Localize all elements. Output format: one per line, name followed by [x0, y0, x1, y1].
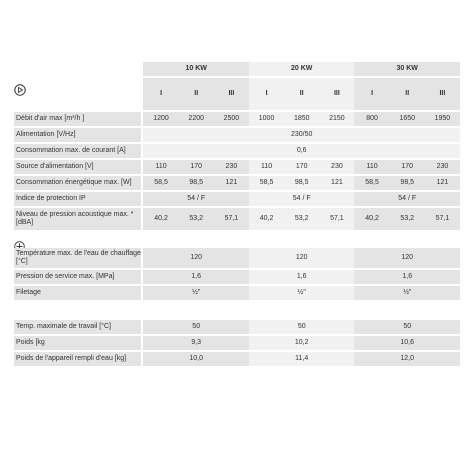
table-row [14, 270, 460, 284]
value-cell: 0,6 [143, 144, 460, 158]
row-label: Poids [kg [14, 336, 141, 350]
value-cell: 230 [214, 160, 249, 174]
value-cell: 1,6 [143, 270, 249, 284]
value-cell: 53,2 [284, 208, 319, 230]
row-label: Temp. maximale de travail [°C] [14, 320, 141, 334]
value-cell: 40,2 [249, 208, 284, 230]
value-cell: 53,2 [179, 208, 214, 230]
value-cell: 9,3 [143, 336, 249, 350]
speed-header: I [249, 78, 284, 110]
row-label: Indice de protection IP [14, 192, 141, 206]
value-cell: 1,6 [249, 270, 355, 284]
value-cell: 121 [214, 176, 249, 190]
value-cell: 170 [390, 160, 425, 174]
value-cell: 1650 [390, 112, 425, 126]
value-cell: 57,1 [214, 208, 249, 230]
value-cell: 40,2 [354, 208, 389, 230]
row-label: Niveau de pression acoustique max. *[dBA] [14, 208, 141, 230]
value-cell: 1850 [284, 112, 319, 126]
value-cell: 170 [179, 160, 214, 174]
value-cell: 110 [143, 160, 178, 174]
row-label: Poids de l'appareil rempli d'eau [kg] [14, 352, 141, 366]
value-cell: 12,0 [354, 352, 460, 366]
row-label: Filetage [14, 286, 141, 300]
value-cell: 50 [143, 320, 249, 334]
speed-header: I [354, 78, 389, 110]
value-cell: 98,5 [284, 176, 319, 190]
value-cell: 58,5 [354, 176, 389, 190]
row-label: Débit d'air max [m³/h ] [14, 112, 141, 126]
value-cell: 11,4 [249, 352, 355, 366]
value-cell: 1,6 [354, 270, 460, 284]
speed-header: III [214, 78, 249, 110]
group-header: 20 KW [249, 62, 355, 76]
value-cell: 1200 [143, 112, 178, 126]
table-row [14, 112, 460, 126]
value-cell: 1950 [425, 112, 460, 126]
row-label: Consommation max. de courant [A] [14, 144, 141, 158]
value-cell: 57,1 [425, 208, 460, 230]
value-cell: 98,5 [179, 176, 214, 190]
row-label: Température max. de l'eau de chauffage [°C] [14, 248, 141, 268]
value-cell: 121 [425, 176, 460, 190]
value-cell: 230 [319, 160, 354, 174]
value-cell: ½" [249, 286, 355, 300]
value-cell: 121 [319, 176, 354, 190]
table-row [14, 352, 460, 366]
table-row [14, 320, 460, 334]
speed-header: II [284, 78, 319, 110]
value-cell: ½" [143, 286, 249, 300]
value-cell: 120 [354, 248, 460, 268]
speed-header: II [179, 78, 214, 110]
value-cell: 230/50 [143, 128, 460, 142]
group-header: 10 KW [143, 62, 249, 76]
row-label: Source d'alimentation [V] [14, 160, 141, 174]
header-blank [14, 78, 141, 110]
value-cell: 58,5 [143, 176, 178, 190]
speed-header: II [390, 78, 425, 110]
value-cell: 10,0 [143, 352, 249, 366]
speed-header: III [319, 78, 354, 110]
value-cell: 53,2 [390, 208, 425, 230]
value-cell: 57,1 [319, 208, 354, 230]
value-cell: 2500 [214, 112, 249, 126]
table-row [14, 128, 460, 142]
table-row [14, 336, 460, 350]
speed-header: I [143, 78, 178, 110]
table-row [14, 78, 460, 110]
speed-header: III [425, 78, 460, 110]
value-cell: 54 / F [354, 192, 460, 206]
value-cell: 58,5 [249, 176, 284, 190]
value-cell: ½" [354, 286, 460, 300]
group-header: 30 KW [354, 62, 460, 76]
value-cell: 170 [284, 160, 319, 174]
value-cell: 1000 [249, 112, 284, 126]
table-row [14, 160, 460, 174]
table-row [14, 176, 460, 190]
value-cell: 54 / F [249, 192, 355, 206]
value-cell: 50 [249, 320, 355, 334]
table-row [14, 192, 460, 206]
section-spacer [14, 232, 460, 246]
value-cell: 98,5 [390, 176, 425, 190]
value-cell: 110 [354, 160, 389, 174]
value-cell: 40,2 [143, 208, 178, 230]
table-row [14, 62, 460, 76]
spec-table [14, 62, 460, 368]
table-row [14, 208, 460, 230]
value-cell: 54 / F [143, 192, 249, 206]
value-cell: 110 [249, 160, 284, 174]
section-spacer [14, 302, 460, 318]
value-cell: 800 [354, 112, 389, 126]
row-label: Alimentation [V/Hz] [14, 128, 141, 142]
row-label: Pression de service max. [MPa] [14, 270, 141, 284]
table-row [14, 248, 460, 268]
value-cell: 2150 [319, 112, 354, 126]
value-cell: 120 [143, 248, 249, 268]
value-cell: 120 [249, 248, 355, 268]
row-label: Consommation énergétique max. [W] [14, 176, 141, 190]
value-cell: 50 [354, 320, 460, 334]
header-blank [14, 62, 141, 76]
value-cell: 230 [425, 160, 460, 174]
table-row [14, 144, 460, 158]
value-cell: 10,2 [249, 336, 355, 350]
value-cell: 10,6 [354, 336, 460, 350]
table-row [14, 286, 460, 300]
value-cell: 2200 [179, 112, 214, 126]
